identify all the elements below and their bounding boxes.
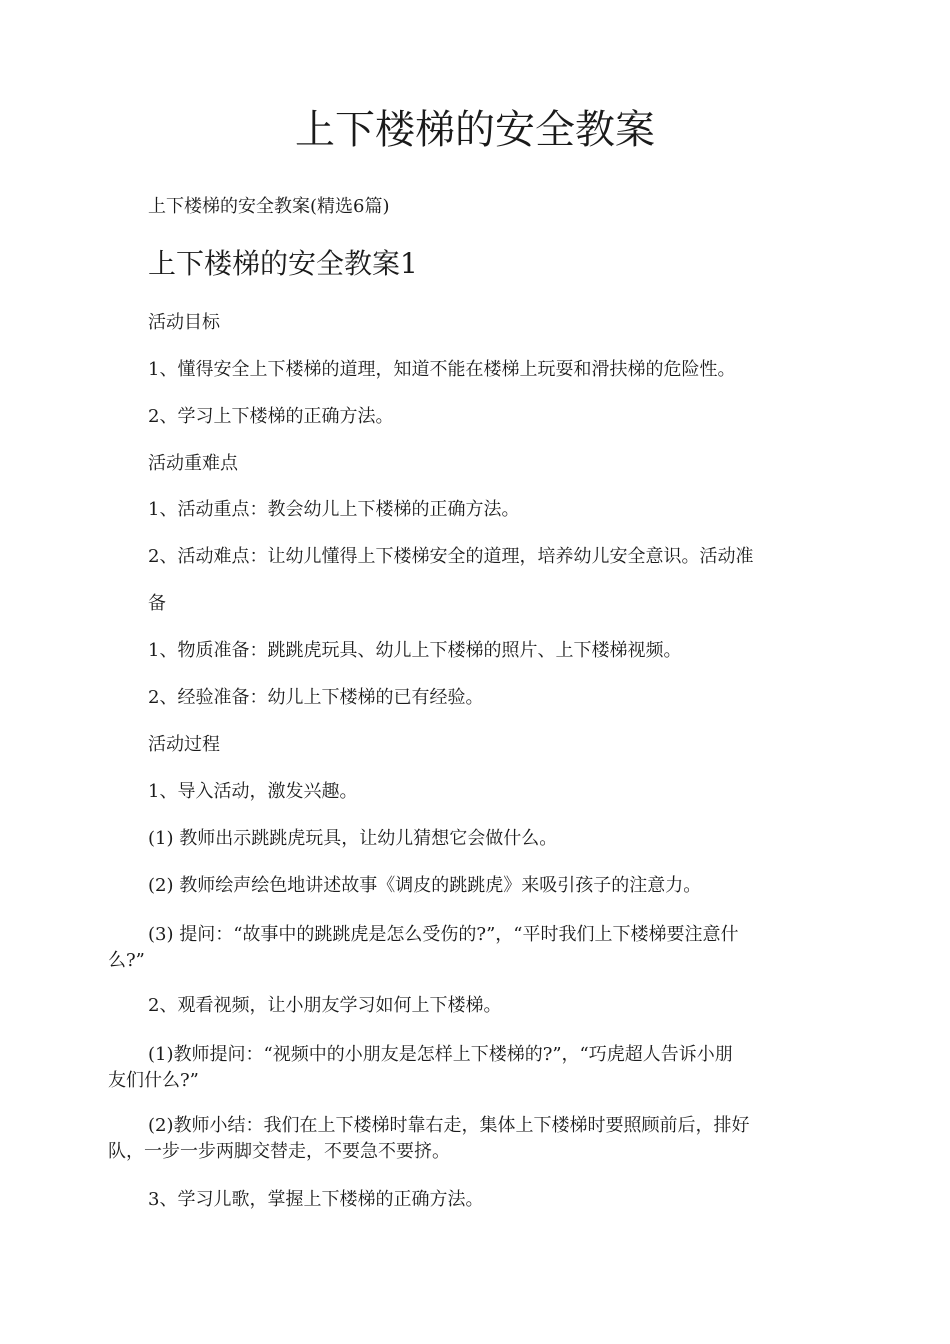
heading-activity-goals: 活动目标: [148, 312, 220, 333]
process-step-1-sub-3-line-2: 么?”: [108, 950, 145, 971]
key-point-1: 1、活动重点：教会幼儿上下楼梯的正确方法。: [148, 499, 520, 520]
process-step-2-sub-1-line-2: 友们什么?”: [108, 1070, 199, 1091]
process-step-1-sub-2: (2) 教师绘声绘色地讲述故事《调皮的跳跳虎》来吸引孩子的注意力。: [148, 875, 702, 896]
prep-item-1: 1、物质准备：跳跳虎玩具、幼儿上下楼梯的照片、上下楼梯视频。: [148, 640, 682, 661]
document-title: 上下楼梯的安全教案: [295, 107, 655, 153]
process-step-1-sub-3-line-1: (3) 提问：“故事中的跳跳虎是怎么受伤的?”，“平时我们上下楼梯要注意什: [148, 924, 739, 945]
process-step-3: 3、学习儿歌，掌握上下楼梯的正确方法。: [148, 1189, 484, 1210]
section-heading: 上下楼梯的安全教案1: [148, 247, 418, 280]
key-point-2-continued: 备: [148, 593, 166, 614]
process-step-2-sub-2-line-1: (2)教师小结：我们在上下楼梯时靠右走，集体上下楼梯时要照顾前后，排好: [148, 1115, 750, 1136]
process-step-1: 1、导入活动，激发兴趣。: [148, 781, 358, 802]
process-step-2-sub-1-line-1: (1)教师提问：“视频中的小朋友是怎样上下楼梯的?”，“巧虎超人告诉小朋: [148, 1044, 733, 1065]
heading-key-points: 活动重难点: [148, 453, 238, 474]
heading-activity-process: 活动过程: [148, 734, 220, 755]
process-step-2-sub-2-line-2: 队，一步一步两脚交替走，不要急不要挤。: [108, 1141, 450, 1162]
prep-item-2: 2、经验准备：幼儿上下楼梯的已有经验。: [148, 687, 484, 708]
process-step-1-sub-1: (1) 教师出示跳跳虎玩具，让幼儿猜想它会做什么。: [148, 828, 558, 849]
subtitle: 上下楼梯的安全教案(精选6篇): [148, 196, 390, 217]
process-step-2: 2、观看视频，让小朋友学习如何上下楼梯。: [148, 995, 502, 1016]
key-point-2: 2、活动难点：让幼儿懂得上下楼梯安全的道理，培养幼儿安全意识。活动准: [148, 546, 754, 567]
goal-item-1: 1、懂得安全上下楼梯的道理，知道不能在楼梯上玩耍和滑扶梯的危险性。: [148, 359, 736, 380]
goal-item-2: 2、学习上下楼梯的正确方法。: [148, 406, 394, 427]
